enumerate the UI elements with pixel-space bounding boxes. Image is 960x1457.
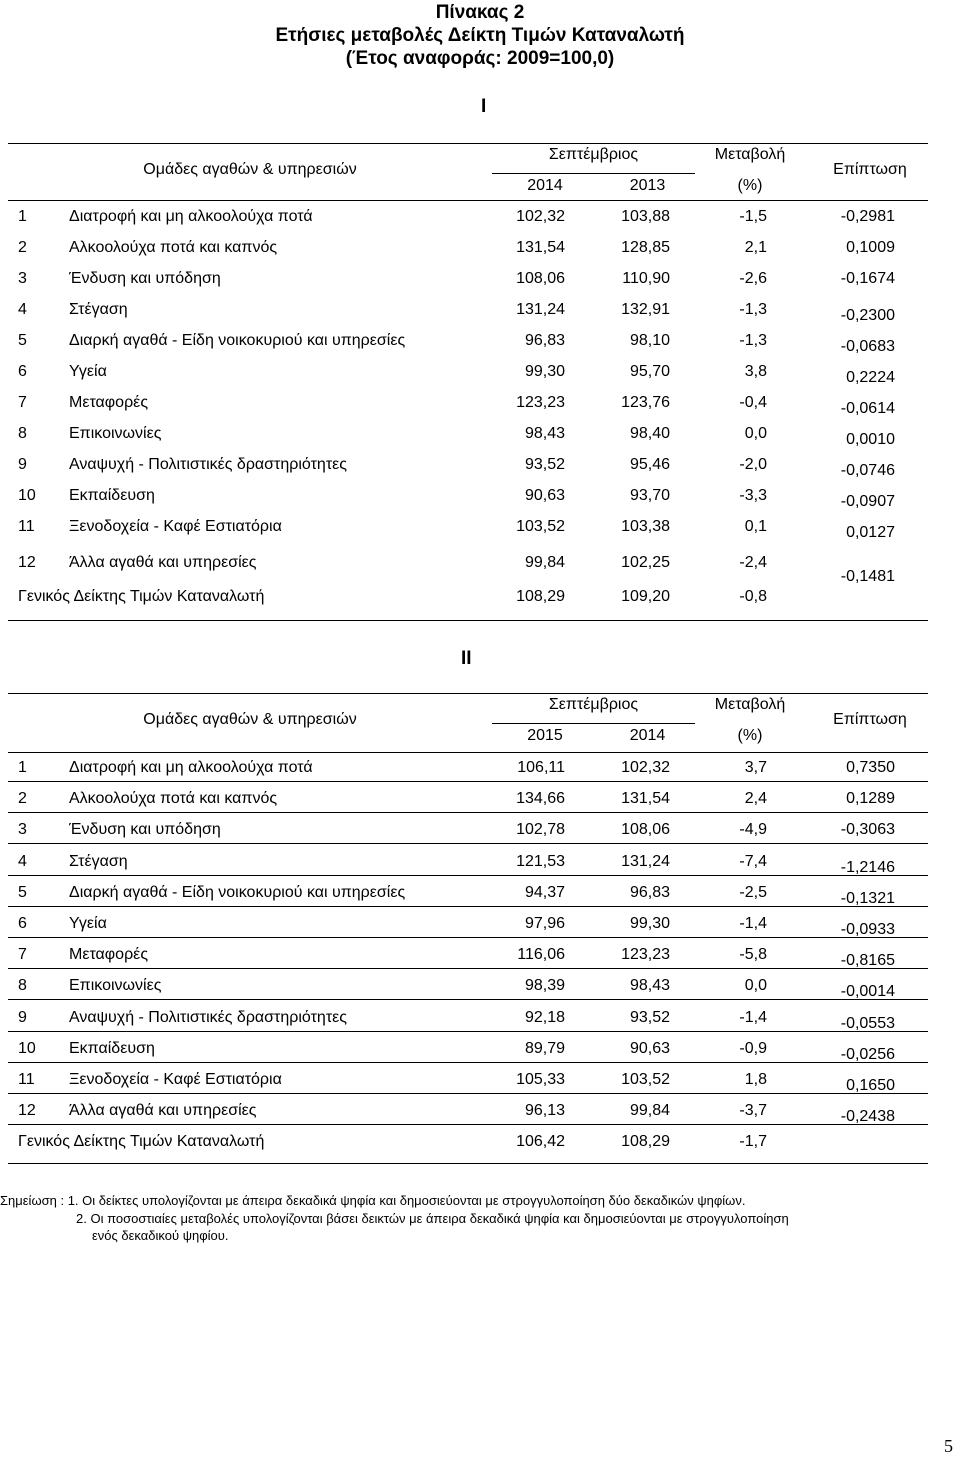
row-value-year-2: 132,91 (621, 301, 670, 318)
row-rule (8, 812, 928, 813)
row-impact: 0,2224 (846, 369, 895, 386)
row-value-year-2: 102,32 (621, 759, 670, 776)
row-value-year-1: 96,13 (524, 1102, 565, 1119)
row-number: 12 (18, 554, 36, 571)
row-value-year-2: 98,43 (629, 977, 670, 994)
row-value-year-2: 95,46 (629, 456, 670, 473)
row-change: -1,4 (739, 915, 767, 932)
row-impact: -0,0256 (840, 1046, 895, 1063)
row-change: -1,3 (739, 332, 767, 349)
row-group-name: Ξενοδοχεία - Καφέ Εστιατόρια (69, 518, 282, 535)
row-group-name: Στέγαση (69, 301, 128, 318)
row-number: 8 (18, 977, 27, 994)
total-name: Γενικός Δείκτης Τιμών Καταναλωτή (18, 588, 265, 605)
row-change: -2,4 (739, 554, 767, 571)
row-impact: -1,2146 (840, 859, 895, 876)
row-rule (8, 1062, 928, 1063)
row-rule (8, 1093, 928, 1094)
header-bottom-rule (8, 752, 928, 753)
row-impact: -0,1674 (840, 270, 895, 287)
row-number: 10 (18, 487, 36, 504)
row-group-name: Εκπαίδευση (69, 487, 155, 504)
row-number: 2 (18, 239, 27, 256)
row-number: 11 (18, 518, 35, 535)
row-value-year-1: 90,63 (524, 487, 565, 504)
row-change: -2,5 (739, 884, 767, 901)
row-value-year-2: 103,88 (621, 208, 670, 225)
note-1 (0, 1193, 745, 1209)
total-name: Γενικός Δείκτης Τιμών Καταναλωτή (18, 1133, 265, 1150)
row-number: 9 (18, 456, 27, 473)
row-value-year-1: 106,11 (517, 759, 565, 776)
row-rule (8, 937, 928, 938)
column-header-change-unit: (%) (737, 177, 763, 194)
row-impact: 0,1289 (846, 790, 895, 807)
column-header-year-2: 2014 (629, 727, 666, 744)
header-month-rule (492, 173, 695, 174)
row-group-name: Άλλα αγαθά και υπηρεσίες (69, 554, 257, 571)
row-number: 1 (18, 208, 27, 225)
row-change: -2,0 (739, 456, 767, 473)
row-value-year-2: 103,52 (621, 1071, 670, 1088)
note-2-line-1: 2. Οι ποσοστιαίες μεταβολές υπολογίζονται βάσει δεικτών με άπειρα δεκαδικά ψηφία και δημοσιεύονται με στρογγυλοποίηση (76, 1211, 789, 1226)
total-change: -0,8 (739, 588, 767, 605)
row-rule (8, 906, 928, 907)
row-value-year-2: 93,52 (629, 1009, 670, 1026)
row-value-year-2: 93,70 (629, 487, 670, 504)
column-header-year-1: 2015 (527, 727, 563, 744)
column-header-change-unit: (%) (737, 727, 763, 744)
row-value-year-1: 99,84 (524, 554, 565, 571)
row-group-name: Αναψυχή - Πολιτιστικές δραστηριότητες (69, 1009, 347, 1026)
row-number: 12 (18, 1102, 36, 1119)
row-value-year-1: 92,18 (524, 1009, 565, 1026)
row-impact: -0,0614 (840, 400, 895, 417)
total-value-year-2: 109,20 (621, 588, 670, 605)
row-change: -0,4 (739, 394, 767, 411)
row-value-year-1: 98,39 (524, 977, 565, 994)
total-value-year-1: 108,29 (516, 588, 565, 605)
row-change: -4,9 (739, 821, 767, 838)
column-header-year-2: 2013 (629, 177, 666, 194)
row-rule (8, 843, 928, 844)
row-group-name: Αλκοολούχα ποτά και καπνός (69, 790, 278, 807)
row-value-year-1: 102,78 (516, 821, 565, 838)
row-value-year-1: 131,54 (516, 239, 565, 256)
row-impact: -0,0553 (840, 1015, 895, 1032)
row-group-name: Διατροφή και μη αλκοολούχα ποτά (69, 208, 313, 225)
row-rule (8, 1124, 928, 1125)
total-value-year-2: 108,29 (621, 1133, 670, 1150)
row-impact: 0,1650 (846, 1077, 895, 1094)
row-value-year-2: 102,25 (621, 554, 670, 571)
row-value-year-1: 105,33 (516, 1071, 565, 1088)
row-rule (8, 781, 928, 782)
row-impact: -0,2300 (840, 307, 895, 324)
row-value-year-2: 99,84 (629, 1102, 670, 1119)
row-value-year-2: 110,90 (622, 270, 670, 287)
row-value-year-2: 103,38 (621, 518, 670, 535)
row-change: -3,7 (739, 1102, 767, 1119)
row-impact: -0,2981 (840, 208, 895, 225)
row-group-name: Μεταφορές (69, 394, 149, 411)
row-group-name: Αλκοολούχα ποτά και καπνός (69, 239, 278, 256)
row-number: 5 (18, 884, 27, 901)
row-change: -2,6 (739, 270, 767, 287)
row-number: 7 (18, 946, 27, 963)
row-change: -3,3 (739, 487, 767, 504)
row-number: 9 (18, 1009, 27, 1026)
row-impact: 0,1009 (846, 239, 895, 256)
row-change: 2,4 (744, 790, 767, 807)
row-group-name: Διαρκή αγαθά - Είδη νοικοκυριού και υπηρεσίες (69, 332, 406, 349)
note-2-line-2: ενός δεκαδικού ψηφίου. (92, 1228, 229, 1243)
row-group-name: Επικοινωνίες (69, 977, 162, 994)
column-header-change: Μεταβολή (714, 696, 786, 713)
row-change: 1,8 (744, 1071, 767, 1088)
row-impact: -0,8165 (840, 952, 895, 969)
row-impact: 0,7350 (846, 759, 895, 776)
row-group-name: Επικοινωνίες (69, 425, 162, 442)
row-rule (8, 999, 928, 1000)
row-value-year-1: 103,52 (516, 518, 565, 535)
total-change: -1,7 (739, 1133, 767, 1150)
row-group-name: Υγεία (69, 363, 107, 380)
row-value-year-1: 93,52 (524, 456, 565, 473)
column-header-year-1: 2014 (527, 177, 563, 194)
row-value-year-1: 99,30 (524, 363, 565, 380)
row-group-name: Εκπαίδευση (69, 1040, 155, 1057)
row-rule (8, 968, 928, 969)
table-top-rule (8, 143, 928, 144)
row-number: 4 (18, 853, 27, 870)
row-change: -5,8 (739, 946, 767, 963)
column-header-group: Ομάδες αγαθών & υπηρεσιών (143, 711, 357, 728)
row-change: 3,7 (744, 759, 767, 776)
row-value-year-1: 121,53 (516, 853, 565, 870)
header-bottom-rule (8, 200, 928, 201)
row-value-year-2: 108,06 (621, 821, 670, 838)
row-impact: -0,3063 (840, 821, 895, 838)
row-value-year-2: 131,54 (621, 790, 670, 807)
row-value-year-1: 131,24 (516, 301, 565, 318)
row-rule (8, 1031, 928, 1032)
table-top-rule (8, 693, 928, 694)
row-number: 6 (18, 363, 27, 380)
row-value-year-1: 108,06 (516, 270, 565, 287)
table-subtitle: (Έτος αναφοράς: 2009=100,0) (345, 48, 615, 69)
column-header-month: Σεπτέμβριος (548, 146, 639, 163)
row-number: 4 (18, 301, 27, 318)
table-number: Πίνακας 2 (435, 2, 525, 23)
row-number: 3 (18, 270, 27, 287)
row-change: 2,1 (744, 239, 767, 256)
row-number: 6 (18, 915, 27, 932)
row-value-year-2: 123,23 (621, 946, 670, 963)
row-impact: -0,1481 (840, 568, 895, 585)
row-number: 5 (18, 332, 27, 349)
row-number: 2 (18, 790, 27, 807)
row-value-year-2: 98,10 (629, 332, 670, 349)
row-impact: -0,0933 (840, 921, 895, 938)
row-number: 11 (18, 1071, 35, 1088)
table-bottom-rule (8, 1163, 928, 1164)
row-value-year-1: 97,96 (524, 915, 565, 932)
row-change: 0,0 (744, 977, 767, 994)
section-label: I (481, 96, 487, 117)
column-header-impact: Επίπτωση (833, 161, 907, 178)
row-value-year-1: 116,06 (517, 946, 565, 963)
row-value-year-1: 96,83 (524, 332, 565, 349)
row-value-year-2: 98,40 (629, 425, 670, 442)
row-number: 8 (18, 425, 27, 442)
row-number: 7 (18, 394, 27, 411)
note-1-text: 1. Οι δείκτες υπολογίζονται με άπειρα δεκαδικά ψηφία και δημοσιεύονται με στρογγυλοποίηση δύο δεκαδικών ψηφίων. (67, 1193, 746, 1208)
row-change: -1,3 (739, 301, 767, 318)
row-number: 1 (18, 759, 27, 776)
row-change: -0,9 (739, 1040, 767, 1057)
header-month-rule (492, 723, 695, 724)
row-group-name: Στέγαση (69, 853, 128, 870)
row-value-year-1: 134,66 (516, 790, 565, 807)
row-group-name: Υγεία (69, 915, 107, 932)
row-impact: -0,0683 (840, 338, 895, 355)
row-change: -7,4 (739, 853, 767, 870)
row-impact: -0,0014 (840, 983, 895, 1000)
column-header-impact: Επίπτωση (833, 711, 907, 728)
row-impact: 0,0127 (846, 524, 895, 541)
row-value-year-1: 102,32 (516, 208, 565, 225)
row-change: -1,4 (739, 1009, 767, 1026)
row-change: 0,1 (744, 518, 767, 535)
row-number: 10 (18, 1040, 36, 1057)
row-value-year-1: 94,37 (524, 884, 565, 901)
row-value-year-2: 131,24 (621, 853, 670, 870)
table-title: Ετήσιες μεταβολές Δείκτη Τιμών Καταναλωτή (275, 25, 685, 46)
row-change: 0,0 (744, 425, 767, 442)
row-value-year-1: 123,23 (516, 394, 565, 411)
row-impact: -0,1321 (840, 890, 895, 907)
row-value-year-2: 123,76 (621, 394, 670, 411)
row-group-name: Μεταφορές (69, 946, 149, 963)
row-change: 3,8 (744, 363, 767, 380)
row-value-year-2: 90,63 (629, 1040, 670, 1057)
row-change: -1,5 (739, 208, 767, 225)
column-header-change: Μεταβολή (714, 146, 786, 163)
row-value-year-2: 128,85 (621, 239, 670, 256)
row-group-name: Ένδυση και υπόδηση (69, 821, 221, 838)
row-group-name: Ξενοδοχεία - Καφέ Εστιατόρια (69, 1071, 282, 1088)
table-bottom-rule (8, 620, 928, 621)
row-group-name: Άλλα αγαθά και υπηρεσίες (69, 1102, 257, 1119)
total-value-year-1: 106,42 (516, 1133, 565, 1150)
column-header-month: Σεπτέμβριος (548, 696, 639, 713)
row-rule (8, 875, 928, 876)
page-number: 5 (944, 1436, 953, 1456)
row-impact: -0,0746 (840, 462, 895, 479)
row-group-name: Ένδυση και υπόδηση (69, 270, 221, 287)
row-value-year-2: 95,70 (629, 363, 670, 380)
row-value-year-1: 98,43 (524, 425, 565, 442)
row-value-year-2: 96,83 (629, 884, 670, 901)
row-number: 3 (18, 821, 27, 838)
row-value-year-1: 89,79 (524, 1040, 565, 1057)
row-impact: -0,2438 (840, 1108, 895, 1125)
row-value-year-2: 99,30 (629, 915, 670, 932)
row-group-name: Αναψυχή - Πολιτιστικές δραστηριότητες (69, 456, 347, 473)
column-header-group: Ομάδες αγαθών & υπηρεσιών (143, 161, 357, 178)
note-label: Σημείωση : (0, 1193, 68, 1208)
row-impact: 0,0010 (846, 431, 895, 448)
row-impact: -0,0907 (840, 493, 895, 510)
row-group-name: Διατροφή και μη αλκοολούχα ποτά (69, 759, 313, 776)
row-group-name: Διαρκή αγαθά - Είδη νοικοκυριού και υπηρεσίες (69, 884, 406, 901)
section-label: II (461, 648, 472, 669)
